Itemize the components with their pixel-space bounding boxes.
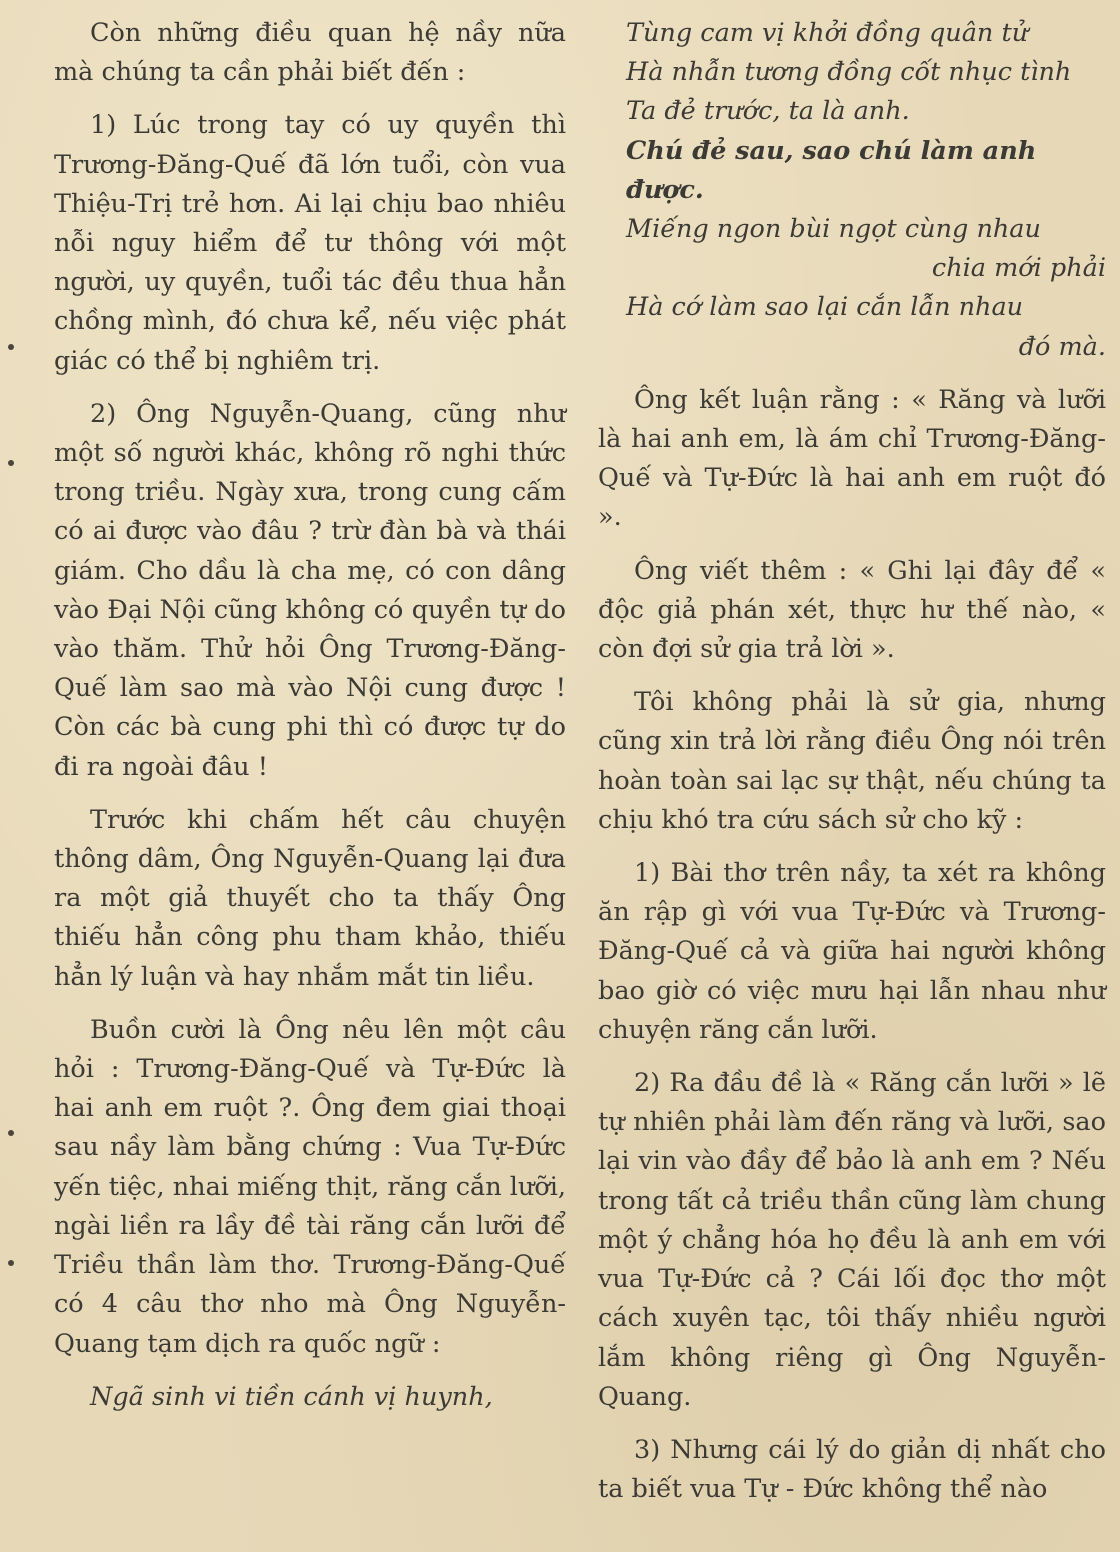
paragraph: Ông viết thêm : « Ghi lại đây để « độc giả phán xét, thực hư thế nào, « còn đợi sử gia trả lời ». <box>598 555 1106 665</box>
right-paragraphs <box>598 381 1106 1509</box>
poem-line: Tùng cam vị khởi đồng quân tử <box>626 18 1029 48</box>
margin-speck <box>8 460 14 466</box>
margin-speck <box>8 1260 14 1266</box>
paragraph: 1) Bài thơ trên nầy, ta xét ra không ăn rập gì với vua Tự-Đức và Trương-Đăng-Quế cả và giữa hai người không bao giờ có việc mưu hại lẫn nhau như chuyện răng cắn lưỡi. <box>598 858 1106 1045</box>
paragraph: Còn những điều quan hệ nầy nữa mà chúng ta cần phải biết đến : <box>54 18 566 88</box>
paragraph: 3) Nhưng cái lý do giản dị nhất cho ta biết vua Tự - Đức không thể nào <box>598 1434 1106 1505</box>
poem-line: Hà nhẫn tương đồng cốt nhục tình <box>626 57 1072 88</box>
paragraph: Trước khi chấm hết câu chuyện thông dâm, Ông Nguyễn-Quang lại đưa ra một giả thuyết cho ta thấy Ông thiếu hẳn công phu tham khảo, thiếu hẳn lý luận và hay nhắm mắt tin liều. <box>54 804 566 992</box>
margin-speck <box>8 1130 14 1136</box>
paragraph: Ông kết luận rằng : « Răng và lưỡi là hai anh em, là ám chỉ Trương-Đăng-Quế và Tự-Đức là hai anh em ruột đó ». <box>598 384 1106 533</box>
margin-speck <box>8 344 14 350</box>
paragraph: 1) Lúc trong tay có uy quyền thì Trương-Đăng-Quế đã lớn tuổi, còn vua Thiệu-Trị trẻ hơn. Ai lại chịu bao nhiêu nỗi nguy hiểm để tư thông với một người, uy quyền, tuổi tác đều thua hẳn chồng mình, đó chưa kể, nếu việc phát giác có thể bị nghiêm trị. <box>54 110 566 376</box>
poem-line: Miếng ngon bùi ngọt cùng nhau <box>626 214 1041 245</box>
paragraph: Buồn cười là Ông nêu lên một câu hỏi : Trương-Đăng-Quế và Tự-Đức là hai anh em ruột ?. Ông đem giai thoại sau nầy làm bằng chứng : Vua Tự-Đức yến tiệc, nhai miếng thịt, răng cắn lưỡi, ngài liền ra lầy đề tài răng cắn lưỡi để Triều thần làm thơ. Trương-Đăng-Quế có 4 câu thơ nho mà Ông Nguyễn-Quang tạm dịch ra quốc ngữ : <box>54 1014 566 1359</box>
poem-first-line: Ngã sinh vi tiền cánh vị huynh, <box>90 1381 493 1412</box>
poem-continuation <box>598 14 1106 367</box>
left-paragraphs <box>54 14 566 1364</box>
paragraph: 2) Ông Nguyễn-Quang, cũng như một số người khác, không rõ nghi thức trong triều. Ngày xưa, trong cung cấm có ai được vào đâu ? trừ đàn bà và thái giám. Cho dầu là cha mẹ, có con dâng vào Đại Nội cũng không có quyền tự do vào thăm. Thử hỏi Ông Trương-Đăng-Quế làm sao mà vào Nội cung được ! Còn các bà cung phi thì có được tự do đi ra ngoài đâu ! <box>54 398 566 782</box>
paragraph: Tôi không phải là sử gia, nhưng cũng xin trả lời rằng điều Ông nói trên hoàn toàn sai lạc sự thật, nếu chúng ta chịu khó tra cứu sách sử cho kỹ : <box>598 687 1106 835</box>
paragraph: 2) Ra đầu đề là « Răng cắn lưỡi » lẽ tự nhiên phải làm đến răng và lưỡi, sao lại vin vào đầy để bảo là anh em ? Nếu trong tất cả triều thần cũng làm chung một ý chẳng hóa họ đều là anh em với vua Tự-Đức cả ? Cái lối đọc thơ một cách xuyên tạc, tôi thấy nhiều người lắm không riêng gì Ông Nguyễn-Quang. <box>598 1068 1106 1412</box>
left-column <box>54 14 566 1417</box>
poem-line: Chú đẻ sau, sao chú làm anh được. <box>626 135 1037 205</box>
poem-line: đó mà. <box>1018 331 1106 362</box>
right-column <box>598 14 1106 1523</box>
poem-line: chia mới phải <box>931 253 1106 284</box>
poem-line: Hà cớ làm sao lại cắn lẫn nhau <box>626 292 1024 323</box>
poem-line: Ta đẻ trước, ta là anh. <box>626 96 910 127</box>
